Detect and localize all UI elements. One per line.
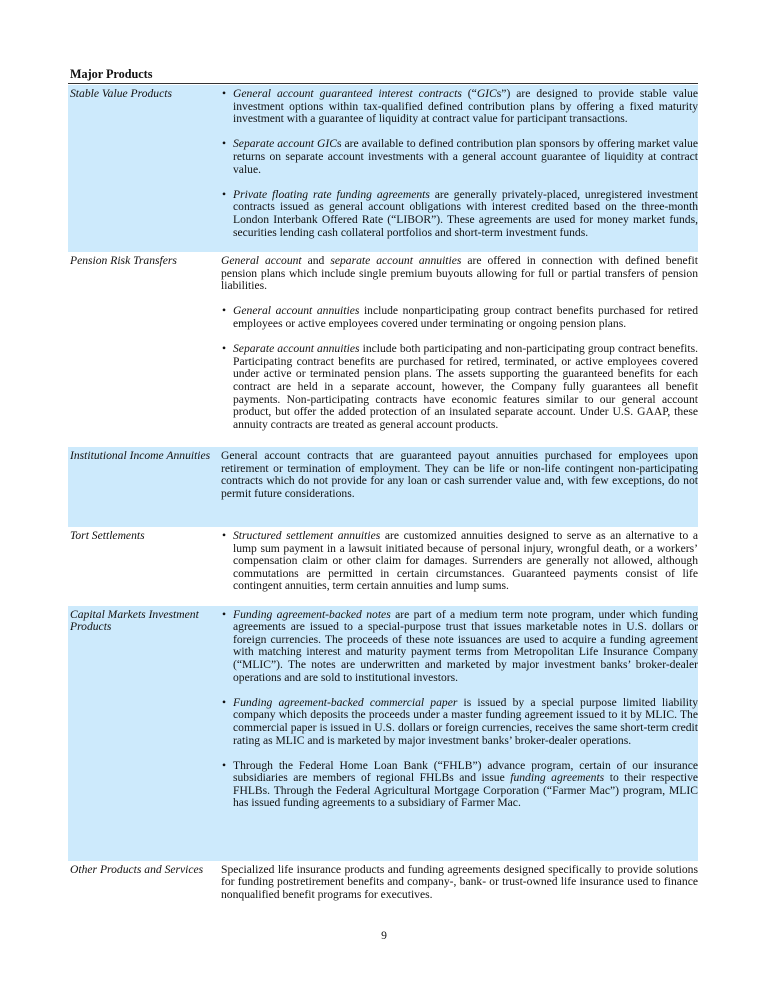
product-row xyxy=(68,861,698,921)
text-run: are customized annuities designed to serve as an alternative to a lump sum payment in a lawsuit initiated because of personal injury, wrongful death, or a workers’ compensation claim or other claim for damages. Surrenders are generally not allowed, although commutations are permitted in certain circumstances. Guaranteed payments consist of life contingent annuities, term certain annuities and lump sums. xyxy=(233,529,699,593)
italic-term: Private floating rate funding agreements xyxy=(233,187,430,201)
italic-term: Separate account GIC xyxy=(233,137,337,151)
italic-term: funding agreements xyxy=(510,771,605,785)
italic-term: General account annuities xyxy=(233,304,360,318)
italic-term: GIC xyxy=(476,87,497,100)
text-run: include both participating and non-participating group contract benefits. Participating contract benefits are purchased for retired, terminated, or active employees covered under active or terminated pension plans. The assets supporting the guaranteed benefits for each contract are held in a separate account, however, the Company fully guarantees all benefit payments. Non-participating contracts have economic features similar to our general account product, but offer the added protection of an insulated separate account. Under U.S. GAAP, these annuity contracts are treated as general account products. xyxy=(233,342,698,431)
product-category-label: Other Products and Services xyxy=(70,862,204,876)
text-run: are offered in connection with defined benefit pension plans which include single premium buyouts allowing for full or partial transfers of pension liabilities. xyxy=(221,254,698,293)
product-row xyxy=(68,252,698,447)
text-run: s”) are designed to provide stable value investment options within tax-qualified defined contribution plans by offering a fixed maturity investment with a guarantee of liquidity at contract value for participant transactions. xyxy=(233,87,699,126)
italic-term: General account guaranteed interest contracts xyxy=(233,87,462,100)
paragraph xyxy=(221,450,698,500)
product-description xyxy=(221,450,698,527)
products-table xyxy=(68,85,698,921)
italic-term: Structured settlement annuities xyxy=(233,529,381,542)
product-category-label: Tort Settlements xyxy=(70,529,145,542)
product-description xyxy=(221,88,698,252)
italic-term: General account xyxy=(221,254,302,267)
text-run: are generally privately-placed, unregistered investment contracts issued as general account obligations with interest credited based on the three-month London Interbank Offered Rate (“LIBOR”). These agreements are used for money market funds, securities lending cash collateral portfolios and short-term investment funds. xyxy=(233,187,698,239)
product-description xyxy=(221,530,698,606)
bullet-item xyxy=(221,530,698,593)
text-run: Specialized life insurance products and funding agreements designed specifically to provide solutions for funding postretirement benefits and company-, bank- or trust-owned life insurance used to finance nonqualified benefit programs for executives. xyxy=(221,862,698,901)
product-row xyxy=(68,606,698,861)
paragraph xyxy=(221,864,698,902)
bullet-item xyxy=(221,138,698,176)
section-heading: Major Products xyxy=(70,67,153,81)
paragraph xyxy=(221,255,698,293)
product-description xyxy=(221,609,698,861)
text-run: to their respective FHLBs. Through the Federal Agricultural Mortgage Corporation (“Farmer Mac”) program, MLIC has issued funding agreements to a subsidiary of Farmer Mac. xyxy=(233,771,699,810)
bullet-item xyxy=(221,609,698,685)
italic-term: Separate account annuities xyxy=(233,342,360,356)
italic-term: separate account annuities xyxy=(330,254,462,267)
bullet-item xyxy=(221,697,698,747)
product-row xyxy=(68,527,698,606)
product-row xyxy=(68,85,698,252)
bullet-item xyxy=(221,88,698,126)
heading-divider xyxy=(68,83,698,84)
italic-term: Funding agreement-backed commercial paper xyxy=(233,695,458,709)
product-description xyxy=(221,255,698,447)
page-number: 9 xyxy=(381,929,387,942)
text-run: include nonparticipating group contract benefits purchased for retired employees or active employees covered under terminating or ongoing pension plans. xyxy=(233,304,698,330)
text-run: General account contracts that are guaranteed payout annuities purchased for employees upon retirement or termination of employment. They can be life or non-life contingent non-participating contracts which do not provide for any loan or cash surrender value and, with few exceptions, do not permit future considerations. xyxy=(221,449,698,500)
italic-term: Funding agreement-backed notes xyxy=(233,607,391,621)
product-category-label: Stable Value Products xyxy=(70,87,172,100)
product-category-label: Pension Risk Transfers xyxy=(70,254,177,267)
text-run: (“ xyxy=(461,87,477,100)
product-row xyxy=(68,447,698,527)
text-run: Through the Federal Home Loan Bank (“FHLB”) advance program, certain of our insurance subsidiaries are members of regional FHLBs and issue xyxy=(233,758,698,785)
text-run: and xyxy=(301,254,331,267)
product-category-label: Capital Markets Investment Products xyxy=(70,607,199,634)
product-description xyxy=(221,864,698,921)
bullet-item xyxy=(221,189,698,239)
bullet-item xyxy=(221,305,698,330)
bullet-item xyxy=(221,343,698,431)
product-category-label: Institutional Income Annuities xyxy=(70,449,211,462)
bullet-item xyxy=(221,760,698,810)
text-run: is issued by a special purpose limited liability company which deposits the proceeds under a master funding agreement issued to it by MLIC. The commercial paper is issued in U.S. dollars or foreign currencies, receives the same short-term credit rating as MLIC and is marketed by major investment banks’ broker-dealer operations. xyxy=(233,695,699,747)
text-run: s are available to defined contribution plan sponsors by offering market value returns on separate account investments with a general account guarantee of liquidity at contract value. xyxy=(233,137,699,176)
text-run: are part of a medium term note program, under which funding agreements are issued to a special-purpose trust that issues marketable notes in U.S. dollars or foreign currencies. The proceeds of these note issuances are used to acquire a funding agreement with matching interest and maturity payment terms from Metropolitan Life Insurance Company (“MLIC”). The notes are underwritten and marketed by major investment banks’ broker-dealer operations and are sold to institutional investors. xyxy=(233,607,699,684)
